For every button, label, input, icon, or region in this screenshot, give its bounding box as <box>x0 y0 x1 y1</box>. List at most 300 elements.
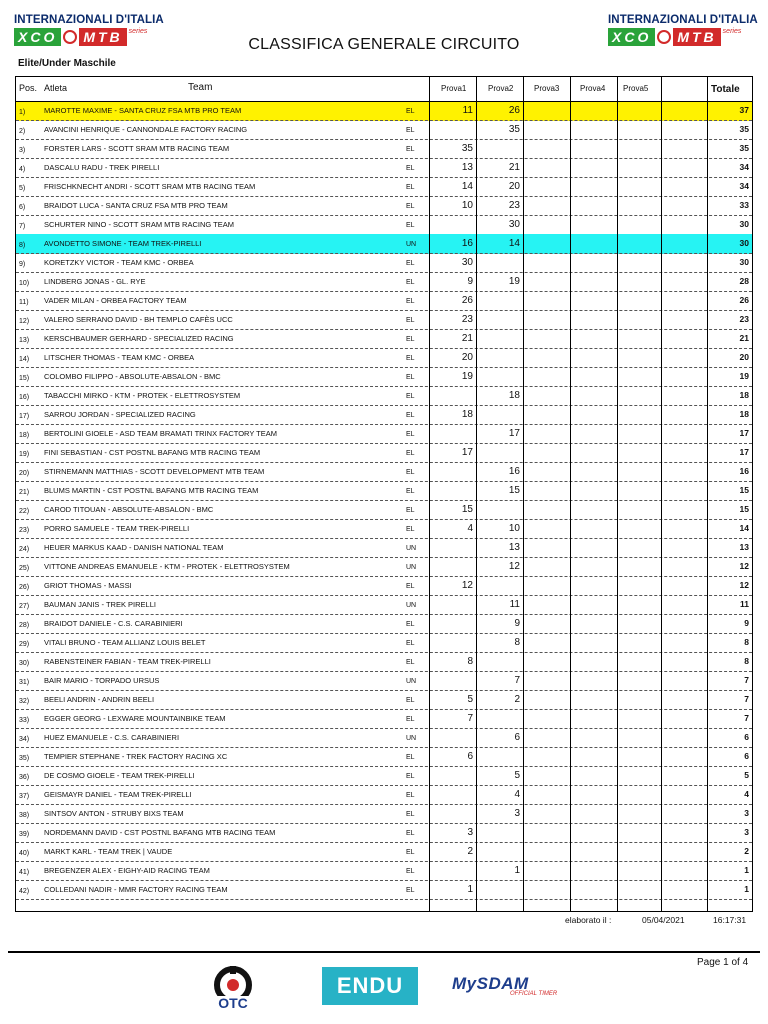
row-totale: 33 <box>739 200 749 210</box>
row-prova1: 23 <box>461 314 473 325</box>
row-prova2 <box>476 310 520 329</box>
header-prova3: Prova3 <box>534 84 560 93</box>
row-prova1: 3 <box>467 827 473 838</box>
row-totale: 16 <box>739 466 749 476</box>
row-athlete-team: AVANCINI HENRIQUE - CANNONDALE FACTORY RACING <box>44 125 248 134</box>
row-position: 32) <box>19 698 30 705</box>
row-category: EL <box>406 317 415 324</box>
row-prova2 <box>476 291 520 310</box>
header-prova4: Prova4 <box>580 84 606 93</box>
row-category: EL <box>406 374 415 381</box>
otc-text: OTC <box>218 995 248 1010</box>
row-position: 29) <box>19 641 30 648</box>
row-prova1: 7 <box>467 713 473 724</box>
row-prova1 <box>429 424 473 443</box>
row-position: 19) <box>19 451 30 458</box>
row-category: EL <box>406 279 415 286</box>
table-row <box>16 386 752 406</box>
row-prova2: 3 <box>514 808 520 819</box>
row-prova1 <box>429 614 473 633</box>
row-prova1: 17 <box>461 447 473 458</box>
table-row <box>16 690 752 710</box>
row-prova2 <box>476 329 520 348</box>
row-athlete-team: STIRNEMANN MATTHIAS - SCOTT DEVELOPMENT MTB TEAM <box>44 467 265 476</box>
row-position: 31) <box>19 679 30 686</box>
row-totale: 11 <box>740 599 749 609</box>
row-prova1: 4 <box>467 523 473 534</box>
row-totale: 15 <box>739 485 749 495</box>
row-position: 4) <box>19 166 26 173</box>
row-category: EL <box>406 222 415 229</box>
row-category: EL <box>406 298 415 305</box>
row-totale: 26 <box>739 295 749 305</box>
row-totale: 3 <box>744 827 749 837</box>
row-position: 26) <box>19 584 30 591</box>
row-position: 14) <box>19 356 30 363</box>
row-prova1 <box>429 462 473 481</box>
row-athlete-team: COLOMBO FILIPPO - ABSOLUTE-ABSALON - BMC <box>44 372 221 381</box>
row-athlete-team: BREGENZER ALEX - EIGHY-AID RACING TEAM <box>44 866 210 875</box>
row-prova2: 8 <box>514 637 520 648</box>
row-athlete-team: TABACCHI MIRKO - KTM - PROTEK - ELETTROSYSTEM <box>44 391 241 400</box>
column-divider <box>523 77 524 911</box>
row-prova1: 9 <box>467 276 473 287</box>
row-category: EL <box>406 412 415 419</box>
row-totale: 7 <box>744 675 749 685</box>
row-athlete-team: VADER MILAN - ORBEA FACTORY TEAM <box>44 296 187 305</box>
row-category: UN <box>406 564 417 571</box>
row-position: 40) <box>19 850 30 857</box>
table-row <box>16 728 752 748</box>
row-category: EL <box>406 849 415 856</box>
header-atleta: Atleta <box>44 83 68 93</box>
row-position: 27) <box>19 603 30 610</box>
row-prova2: 9 <box>514 618 520 629</box>
row-position: 38) <box>19 812 30 819</box>
row-position: 21) <box>19 489 30 496</box>
row-position: 30) <box>19 660 30 667</box>
row-prova2: 23 <box>508 200 520 211</box>
row-prova2 <box>476 443 520 462</box>
table-row <box>16 557 752 577</box>
row-position: 34) <box>19 736 30 743</box>
row-prova2: 15 <box>508 485 520 496</box>
row-prova1: 35 <box>461 143 473 154</box>
row-prova2 <box>476 348 520 367</box>
row-prova2: 17 <box>508 428 520 439</box>
row-category: EL <box>406 127 415 134</box>
row-prova1 <box>429 861 473 880</box>
table-row <box>16 272 752 292</box>
row-prova2 <box>476 576 520 595</box>
row-prova1 <box>429 481 473 500</box>
table-row <box>16 329 752 349</box>
otc-logo <box>202 966 264 1010</box>
row-category: EL <box>406 526 415 533</box>
row-athlete-team: RABENSTEINER FABIAN - TEAM TREK-PIRELLI <box>44 657 211 666</box>
row-category: EL <box>406 393 415 400</box>
table-row <box>16 538 752 558</box>
row-prova2: 14 <box>508 238 520 249</box>
row-category: EL <box>406 887 415 894</box>
table-row <box>16 234 752 254</box>
standings-table <box>15 76 753 912</box>
column-divider <box>476 77 477 911</box>
row-totale: 18 <box>739 390 749 400</box>
row-athlete-team: CAROD TITOUAN - ABSOLUTE-ABSALON - BMC <box>44 505 214 514</box>
logo-series: series <box>128 28 148 35</box>
row-position: 42) <box>19 888 30 895</box>
table-row <box>16 861 752 881</box>
row-prova1: 26 <box>461 295 473 306</box>
row-prova1: 15 <box>461 504 473 515</box>
footer-divider <box>8 951 760 953</box>
table-row <box>16 405 752 425</box>
row-prova2 <box>476 253 520 272</box>
row-athlete-team: MAROTTE MAXIME - SANTA CRUZ FSA MTB PRO TEAM <box>44 106 242 115</box>
table-row <box>16 291 752 311</box>
row-totale: 12 <box>739 580 749 590</box>
logo-xco: XCO <box>14 28 61 46</box>
row-prova1: 13 <box>461 162 473 173</box>
table-row <box>16 804 752 824</box>
row-prova2 <box>476 842 520 861</box>
row-prova1: 1 <box>467 884 473 895</box>
row-prova2: 6 <box>514 732 520 743</box>
row-prova2: 30 <box>508 219 520 230</box>
row-totale: 6 <box>744 732 749 742</box>
column-divider <box>661 77 662 911</box>
row-prova1: 11 <box>462 105 473 116</box>
row-position: 12) <box>19 318 30 325</box>
row-prova2 <box>476 747 520 766</box>
row-prova2: 21 <box>508 162 520 173</box>
row-category: EL <box>406 754 415 761</box>
row-category: EL <box>406 507 415 514</box>
row-totale: 30 <box>739 257 749 267</box>
row-totale: 2 <box>744 846 749 856</box>
row-position: 28) <box>19 622 30 629</box>
row-totale: 13 <box>739 542 749 552</box>
row-totale: 23 <box>739 314 749 324</box>
row-prova2: 20 <box>508 181 520 192</box>
row-prova1: 10 <box>461 200 473 211</box>
table-row <box>16 842 752 862</box>
row-prova1 <box>429 386 473 405</box>
row-athlete-team: LITSCHER THOMAS - TEAM KMC - ORBEA <box>44 353 195 362</box>
row-prova1 <box>429 766 473 785</box>
row-category: UN <box>406 678 417 685</box>
row-athlete-team: DASCALU RADU - TREK PIRELLI <box>44 163 160 172</box>
row-prova2: 13 <box>508 542 520 553</box>
table-row <box>16 177 752 197</box>
row-prova1: 20 <box>461 352 473 363</box>
row-totale: 30 <box>739 238 749 248</box>
row-position: 2) <box>19 128 26 135</box>
row-category: UN <box>406 545 417 552</box>
category-label: Elite/Under Maschile <box>18 58 116 69</box>
header-prova5: Prova5 <box>623 84 649 93</box>
row-athlete-team: VITALI BRUNO - TEAM ALLIANZ LOUIS BELET <box>44 638 206 647</box>
row-prova2 <box>476 139 520 158</box>
row-prova1: 30 <box>461 257 473 268</box>
row-prova2: 5 <box>514 770 520 781</box>
row-athlete-team: SCHURTER NINO - SCOTT SRAM MTB RACING TEAM <box>44 220 235 229</box>
table-row <box>16 348 752 368</box>
mysdam-subtitle: OFFICIAL TIMER <box>510 991 558 997</box>
row-totale: 21 <box>739 333 749 343</box>
row-category: EL <box>406 716 415 723</box>
row-prova2 <box>476 367 520 386</box>
logo-mtb: MTB <box>79 28 126 46</box>
row-prova1: 2 <box>467 846 473 857</box>
row-category: EL <box>406 773 415 780</box>
table-row <box>16 576 752 596</box>
row-totale: 7 <box>744 694 749 704</box>
mysdam-text: MySDAM <box>452 974 529 993</box>
row-totale: 3 <box>744 808 749 818</box>
row-prova2: 19 <box>508 276 520 287</box>
row-athlete-team: DE COSMO GIOELE - TEAM TREK-PIRELLI <box>44 771 195 780</box>
page-number: Page 1 of 4 <box>697 957 749 968</box>
row-position: 3) <box>19 147 26 154</box>
row-prova1: 16 <box>461 238 473 249</box>
table-row <box>16 633 752 653</box>
row-totale: 6 <box>744 751 749 761</box>
table-row <box>16 880 752 900</box>
row-prova1: 18 <box>461 409 473 420</box>
row-athlete-team: FORSTER LARS - SCOTT SRAM MTB RACING TEAM <box>44 144 230 153</box>
row-category: EL <box>406 165 415 172</box>
row-category: EL <box>406 811 415 818</box>
table-row <box>16 785 752 805</box>
row-category: EL <box>406 184 415 191</box>
row-category: EL <box>406 469 415 476</box>
row-category: UN <box>406 241 417 248</box>
row-athlete-team: FRISCHKNECHT ANDRI - SCOTT SRAM MTB RACING TEAM <box>44 182 256 191</box>
row-prova2: 4 <box>514 789 520 800</box>
row-prova1 <box>429 804 473 823</box>
row-prova1: 12 <box>461 580 473 591</box>
row-athlete-team: EGGER GEORG - LEXWARE MOUNTAINBIKE TEAM <box>44 714 226 723</box>
row-prova1: 6 <box>467 751 473 762</box>
page-title: CLASSIFICA GENERALE CIRCUITO <box>248 36 520 53</box>
row-prova2: 2 <box>514 694 520 705</box>
row-category: EL <box>406 336 415 343</box>
row-totale: 8 <box>744 656 749 666</box>
row-position: 41) <box>19 869 30 876</box>
row-totale: 9 <box>744 618 749 628</box>
row-athlete-team: VITTONE ANDREAS EMANUELE - KTM - PROTEK - ELETTROSYSTEM <box>44 562 290 571</box>
row-category: UN <box>406 735 417 742</box>
elaborated-label: elaborato il : <box>565 915 612 925</box>
row-prova1 <box>429 728 473 747</box>
row-totale: 7 <box>744 713 749 723</box>
row-totale: 1 <box>744 865 749 875</box>
row-athlete-team: BRAIDOT LUCA - SANTA CRUZ FSA MTB PRO TEAM <box>44 201 228 210</box>
table-row <box>16 462 752 482</box>
row-prova1 <box>429 633 473 652</box>
table-row <box>16 443 752 463</box>
table-row <box>16 481 752 501</box>
row-position: 23) <box>19 527 30 534</box>
row-prova1: 21 <box>461 333 473 344</box>
row-position: 10) <box>19 280 30 287</box>
row-category: EL <box>406 431 415 438</box>
table-row <box>16 196 752 216</box>
row-athlete-team: VALERO SERRANO DAVID - BH TEMPLO CAFÈS UCC <box>44 315 233 324</box>
row-prova2 <box>476 500 520 519</box>
table-row <box>16 652 752 672</box>
row-totale: 28 <box>739 276 749 286</box>
row-position: 17) <box>19 413 30 420</box>
column-divider <box>429 77 430 911</box>
row-athlete-team: BAUMAN JANIS - TREK PIRELLI <box>44 600 156 609</box>
row-athlete-team: GRIOT THOMAS - MASSI <box>44 581 132 590</box>
header-team: Team <box>188 82 213 93</box>
row-totale: 12 <box>739 561 749 571</box>
row-totale: 18 <box>739 409 749 419</box>
column-divider <box>570 77 571 911</box>
row-athlete-team: HEUER MARKUS KAAD - DANISH NATIONAL TEAM <box>44 543 224 552</box>
row-prova2 <box>476 823 520 842</box>
row-totale: 34 <box>739 181 749 191</box>
row-prova2 <box>476 652 520 671</box>
row-athlete-team: SINTSOV ANTON - STRUBY BIXS TEAM <box>44 809 184 818</box>
row-athlete-team: BERTOLINI GIOELE - ASD TEAM BRAMATI TRINX FACTORY TEAM <box>44 429 277 438</box>
table-row <box>16 158 752 178</box>
row-prova2 <box>476 709 520 728</box>
row-prova2: 10 <box>508 523 520 534</box>
row-category: EL <box>406 792 415 799</box>
table-row <box>16 215 752 235</box>
row-totale: 35 <box>739 143 749 153</box>
row-position: 18) <box>19 432 30 439</box>
row-athlete-team: BEELI ANDRIN - ANDRIN BEELI <box>44 695 155 704</box>
row-athlete-team: HUEZ EMANUELE - C.S. CARABINIERI <box>44 733 180 742</box>
row-prova2 <box>476 405 520 424</box>
row-position: 36) <box>19 774 30 781</box>
row-prova2: 12 <box>508 561 520 572</box>
row-prova1: 14 <box>461 181 473 192</box>
row-category: EL <box>406 355 415 362</box>
table-row <box>16 614 752 634</box>
row-totale: 19 <box>739 371 749 381</box>
row-position: 25) <box>19 565 30 572</box>
row-totale: 1 <box>744 884 749 894</box>
table-row <box>16 120 752 140</box>
table-row <box>16 424 752 444</box>
logo-title: INTERNAZIONALI D'ITALIA <box>608 14 758 26</box>
logo-xco: XCO <box>608 28 655 46</box>
row-prova2: 11 <box>509 599 520 610</box>
row-prova2: 16 <box>508 466 520 477</box>
row-totale: 14 <box>739 523 749 533</box>
header-totale: Totale <box>711 84 740 95</box>
row-prova1 <box>429 557 473 576</box>
row-athlete-team: BAIR MARIO - TORPADO URSUS <box>44 676 160 685</box>
row-category: EL <box>406 621 415 628</box>
row-totale: 17 <box>739 428 749 438</box>
row-totale: 34 <box>739 162 749 172</box>
row-position: 13) <box>19 337 30 344</box>
table-row <box>16 823 752 843</box>
row-athlete-team: NORDEMANN DAVID - CST POSTNL BAFANG MTB RACING TEAM <box>44 828 276 837</box>
row-totale: 37 <box>739 105 749 115</box>
logo-title: INTERNAZIONALI D'ITALIA <box>14 14 164 26</box>
row-athlete-team: MARKT KARL - TEAM TREK | VAUDE <box>44 847 173 856</box>
row-prova1 <box>429 785 473 804</box>
row-position: 24) <box>19 546 30 553</box>
header-divider <box>16 101 752 102</box>
row-position: 8) <box>19 242 26 249</box>
row-athlete-team: KERSCHBAUMER GERHARD - SPECIALIZED RACING <box>44 334 234 343</box>
row-prova2: 35 <box>508 124 520 135</box>
row-athlete-team: COLLEDANI NADIR - MMR FACTORY RACING TEAM <box>44 885 228 894</box>
row-totale: 15 <box>739 504 749 514</box>
header-prova1: Prova1 <box>441 84 467 93</box>
row-position: 20) <box>19 470 30 477</box>
row-category: EL <box>406 659 415 666</box>
table-row <box>16 139 752 159</box>
table-row <box>16 595 752 615</box>
row-prova2: 18 <box>508 390 520 401</box>
row-position: 37) <box>19 793 30 800</box>
row-category: EL <box>406 488 415 495</box>
row-position: 9) <box>19 261 26 268</box>
row-position: 22) <box>19 508 30 515</box>
row-prova1: 8 <box>467 656 473 667</box>
row-category: EL <box>406 697 415 704</box>
table-row <box>16 671 752 691</box>
row-position: 1) <box>19 109 26 116</box>
row-totale: 35 <box>739 124 749 134</box>
row-position: 5) <box>19 185 26 192</box>
column-divider <box>707 77 708 911</box>
header-pos: Pos. <box>19 83 38 93</box>
otc-emblem-icon <box>202 966 264 1010</box>
row-totale: 30 <box>739 219 749 229</box>
row-prova2: 1 <box>514 865 520 876</box>
row-athlete-team: GEISMAYR DANIEL - TEAM TREK-PIRELLI <box>44 790 192 799</box>
row-totale: 4 <box>744 789 749 799</box>
table-row <box>16 519 752 539</box>
row-prova1 <box>429 215 473 234</box>
row-athlete-team: PORRO SAMUELE - TEAM TREK-PIRELLI <box>44 524 190 533</box>
logo-mtb: MTB <box>673 28 720 46</box>
row-prova2: 26 <box>508 105 520 116</box>
row-athlete-team: LINDBERG JONAS - GL. RYE <box>44 277 146 286</box>
row-prova1 <box>429 595 473 614</box>
row-prova1 <box>429 671 473 690</box>
row-position: 11) <box>19 299 29 306</box>
row-position: 15) <box>19 375 30 382</box>
row-athlete-team: FINI SEBASTIAN - CST POSTNL BAFANG MTB RACING TEAM <box>44 448 261 457</box>
table-row <box>16 709 752 729</box>
table-row <box>16 766 752 786</box>
row-totale: 8 <box>744 637 749 647</box>
row-position: 7) <box>19 223 26 230</box>
row-category: EL <box>406 108 415 115</box>
row-category: EL <box>406 203 415 210</box>
row-position: 6) <box>19 204 26 211</box>
row-category: EL <box>406 640 415 647</box>
table-row <box>16 310 752 330</box>
table-row <box>16 101 752 121</box>
elaborated-time: 16:17:31 <box>713 915 747 925</box>
logo-series: series <box>722 28 742 35</box>
row-category: EL <box>406 146 415 153</box>
